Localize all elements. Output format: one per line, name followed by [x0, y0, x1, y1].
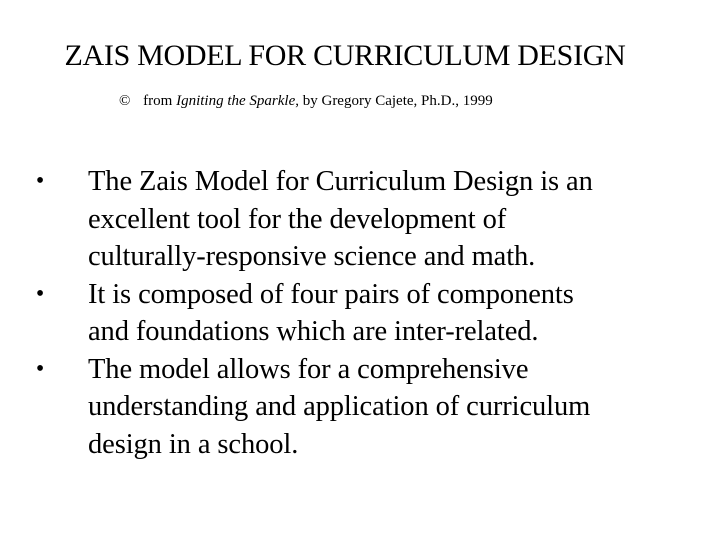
bullet-line: understanding and application of curriculum	[88, 391, 591, 422]
bullet-line: The model allows for a comprehensive	[88, 353, 529, 385]
bullet-item	[28, 351, 678, 464]
bullet-item	[28, 163, 678, 276]
bullet-line: and foundations which are inter-related.	[88, 316, 539, 347]
bullet-marker: •	[35, 168, 45, 194]
bullet-line: excellent tool for the development of	[88, 203, 507, 235]
bullet-marker: •	[35, 280, 45, 307]
slide-title: ZAIS MODEL FOR CURRICULUM DESIGN	[64, 39, 626, 72]
bullet-item	[28, 276, 678, 351]
citation-suffix: , by Gregory Cajete, Ph.D., 1999	[295, 93, 493, 109]
citation-prefix: from	[143, 93, 173, 109]
citation-work-title: Igniting the Sparkle	[176, 93, 296, 109]
bullet-marker: •	[35, 355, 45, 382]
bullet-line: The Zais Model for Curriculum Design is an	[88, 166, 593, 197]
bullet-line: culturally-responsive science and math.	[88, 241, 536, 272]
bullet-list	[28, 163, 678, 463]
citation	[119, 92, 493, 110]
bullet-line: design in a school.	[88, 428, 299, 460]
bullet-line: It is composed of four pairs of components	[88, 278, 574, 310]
copyright-symbol: ©	[119, 93, 131, 109]
